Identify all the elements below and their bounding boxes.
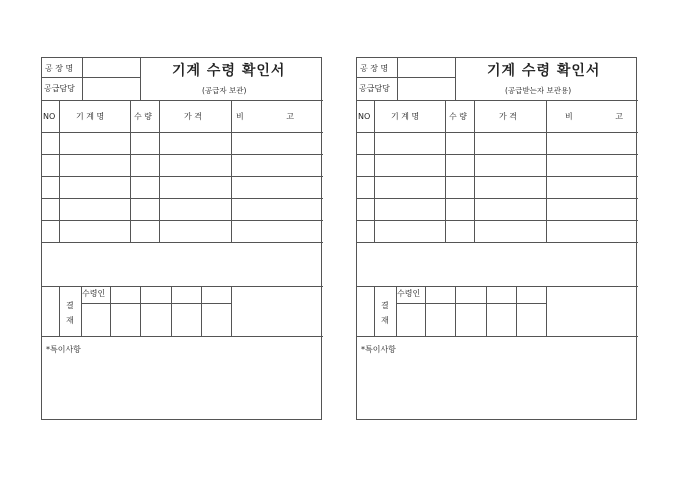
divider: [396, 303, 546, 304]
col-no-header: NO: [43, 112, 56, 121]
divider: [42, 100, 323, 101]
col-quantity-header: 수 량: [449, 112, 467, 121]
receiver-label: 수령인: [82, 289, 106, 298]
divider: [374, 286, 375, 336]
divider: [130, 100, 131, 242]
divider: [110, 286, 111, 336]
col-machine-name-header: 기 계 명: [76, 112, 105, 121]
col-price-header: 가 격: [499, 112, 517, 121]
divider: [42, 77, 140, 78]
divider: [397, 58, 398, 100]
supply-manager-label: 공급담당: [44, 84, 75, 93]
divider: [474, 100, 475, 242]
divider: [140, 58, 141, 100]
receiver-label: 수령인: [397, 289, 421, 298]
divider: [82, 58, 83, 100]
special-notes-label: *특이사항: [361, 345, 396, 354]
divider: [486, 286, 487, 336]
table-row: [357, 198, 638, 199]
col-no-header: NO: [358, 112, 371, 121]
approval-label: 결 재: [66, 301, 74, 325]
table-row: [357, 242, 638, 243]
divider: [159, 100, 160, 242]
divider: [516, 286, 517, 336]
col-remark-header: 비 고: [565, 112, 623, 121]
approval-label: 결 재: [381, 301, 389, 325]
divider: [455, 286, 456, 336]
table-header-divider: [42, 132, 323, 133]
table-row: [357, 154, 638, 155]
table-header-divider: [357, 132, 638, 133]
receipt-form-receiver: [356, 57, 637, 420]
divider: [231, 286, 232, 336]
divider: [171, 286, 172, 336]
table-row: [42, 220, 323, 221]
table-row: [42, 198, 323, 199]
form-title: 기계 수령 확인서: [172, 63, 286, 79]
form-subtitle: (공급받는자 보관용): [505, 86, 572, 95]
divider: [357, 77, 455, 78]
table-row: [357, 176, 638, 177]
table-row: [42, 154, 323, 155]
divider: [42, 336, 323, 337]
divider: [546, 100, 547, 242]
form-subtitle: (공급자 보관): [202, 86, 247, 95]
divider: [546, 286, 547, 336]
col-price-header: 가 격: [184, 112, 202, 121]
divider: [455, 58, 456, 100]
col-remark-header: 비 고: [236, 112, 294, 121]
divider: [445, 100, 446, 242]
divider: [425, 286, 426, 336]
divider: [42, 286, 323, 287]
divider: [374, 100, 375, 242]
receipt-form-supplier: [41, 57, 322, 420]
table-row: [42, 242, 323, 243]
divider: [357, 100, 638, 101]
divider: [59, 286, 60, 336]
divider: [140, 286, 141, 336]
divider: [201, 286, 202, 336]
supplier-name-label: 공 장 명: [45, 64, 74, 73]
table-row: [357, 220, 638, 221]
special-notes-label: *특이사항: [46, 345, 81, 354]
supply-manager-label: 공급담당: [359, 84, 390, 93]
divider: [81, 303, 231, 304]
col-quantity-header: 수 량: [134, 112, 152, 121]
col-machine-name-header: 기 계 명: [391, 112, 420, 121]
divider: [357, 286, 638, 287]
divider: [59, 100, 60, 242]
form-title: 기계 수령 확인서: [487, 63, 601, 79]
table-row: [42, 176, 323, 177]
supplier-name-label: 공 장 명: [360, 64, 389, 73]
divider: [357, 336, 638, 337]
divider: [231, 100, 232, 242]
